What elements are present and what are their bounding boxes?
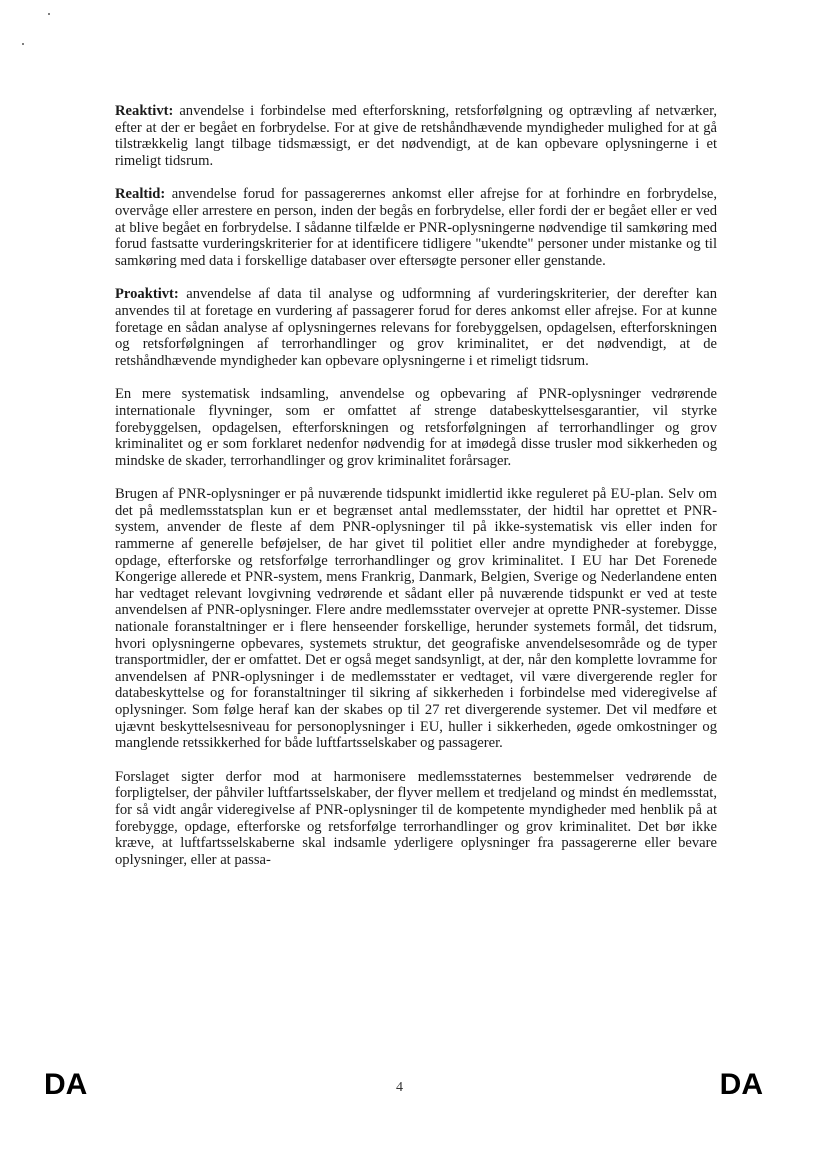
paragraph-text: Forslaget sigter derfor mod at harmonisere medlemsstaternes bestemmelser vedrørende de forpligtelser, der påhviler luftfartsselskaber, der flyver mellem et tredjeland og mindst én medlemsstat, for så vidt angår videregivelse af PNR-oplysninger til de kompetente myndigheder med henblik på at forebygge, opdage, efterforske og retsforfølge terrorhandlinger og grov kriminalitet. Det bør ikke kræve, at luftfartsselskaberne skal indsamle yderligere oplysninger fra passagererne eller bevare oplysninger, eller at passa- [115,768,717,868]
scan-speck [48,13,50,15]
paragraph-text: anvendelse af data til analyse og udformning af vurderingskriterier, der derefter kan anvendes til at foretage en vurdering af passagerer forud for deres ankomst eller afrejse. For at kunne foretage en sådan analyse af oplysningernes relevans for forebyggelsen, opdagelsen, efterforskningen og retsforfølgningen af terrorhandlinger og grov kriminalitet, er det nødvendigt, at de retshåndhævende myndigheder kan opbevare oplysningerne i et rimeligt tidsrum. [115,286,717,369]
paragraph-reaktivt [115,103,717,169]
language-code-right: DA [719,1068,763,1101]
paragraph-proposal [115,769,717,869]
paragraph-text: anvendelse i forbindelse med efterforskning, retsforfølgning og optrævling af netværker, efter at der er begået en forbrydelse. For at give de retshåndhævende myndigheder mulighed for at gå tilstrækkelig langt tilbage tidsmæssigt, er det nødvendigt, at de kan opbevare oplysningerne i et rimeligt tidsrum. [115,103,717,169]
paragraph-text: anvendelse forud for passagerernes ankomst eller afrejse for at forhindre en forbrydelse, overvåge eller arrestere en person, inden der begås en forbrydelse, eller fordi der er begået eller er ved at blive begået en forbrydelse. I sådanne tilfælde er PNR-oplysningerne nødvendige til samkøring med forud fastsatte vurderingskriterier for at identificere tidligere "ukendte" personer under mistanke og til samkøring med data i forskellige databaser over eftersøgte personer eller genstande. [115,186,717,269]
paragraph-proaktivt [115,286,717,369]
language-code-left: DA [44,1068,88,1101]
body-text [115,103,717,885]
paragraph-systematic-collection [115,386,717,469]
paragraph-text: En mere systematisk indsamling, anvendelse og opbevaring af PNR-oplysninger vedrørende internationale flyvninger, som er omfattet af strenge databeskyttelsesgarantier, vil styrke forebyggelsen, opdagelsen, efterforskningen og retsforfølgningen af terrorhandlinger og grov kriminalitet og er som forklaret nedenfor nødvendig for at imødegå disse trusler mod sikkerheden og mindske de skader, terrorhandlinger og grov kriminalitet forårsager. [115,386,717,469]
paragraph-text: Brugen af PNR-oplysninger er på nuværende tidspunkt imidlertid ikke reguleret på EU-plan. Selv om det på medlemsstatsplan kun er et begrænset antal medlemsstater, der hidtil har oprettet et PNR-system, anvender de fleste af dem PNR-oplysninger til på ikke-systematisk vis eller inden for rammerne af generelle beføjelser, de har givet til politiet eller andre myndigheder at forebygge, opdage, efterforske og retsforfølge terrorhandlinger og grov kriminalitet. I EU har Det Forenede Kongerige allerede et PNR-system, mens Frankrig, Danmark, Belgien, Sverige og Nederlandene enten har vedtaget relevant lovgivning vedrørende et sådant eller på nuværende tidspunkt er ved at teste anvendelsen af PNR-oplysninger. Flere andre medlemsstater overvejer at oprette PNR-systemer. Disse nationale foranstaltninger er i flere henseender forskellige, herunder systemets formål, det tidsrum, hvori oplysningerne opbevares, systemets struktur, det geografiske anvendelsesområde og de typer transportmidler, der er omfattet. Det er også meget sandsynligt, at der, når den komplette lovramme for anvendelsen af PNR-oplysninger i de medlemsstater er vedtaget, vil være divergerende regler for databeskyttelse og for foranstaltninger til sikring af sikkerheden i forbindelse med videregivelse af oplysninger. Som følge heraf kan der skabes op til 27 ret divergerende systemer. Det vil medføre et ujævnt beskyttelsesniveau for personoplysninger i EU, huller i sikkerheden, øgede omkostninger og manglende retssikkerhed for både luftfartsselskaber og passagerer. [115,486,717,752]
page-number: 4 [396,1080,403,1095]
paragraph-lead: Realtid: [115,186,166,203]
paragraph-lead: Proaktivt: [115,286,179,303]
paragraph-lead: Reaktivt: [115,103,174,119]
scan-speck [22,43,24,45]
paragraph-realtid [115,186,717,269]
paragraph-current-use [115,486,717,752]
